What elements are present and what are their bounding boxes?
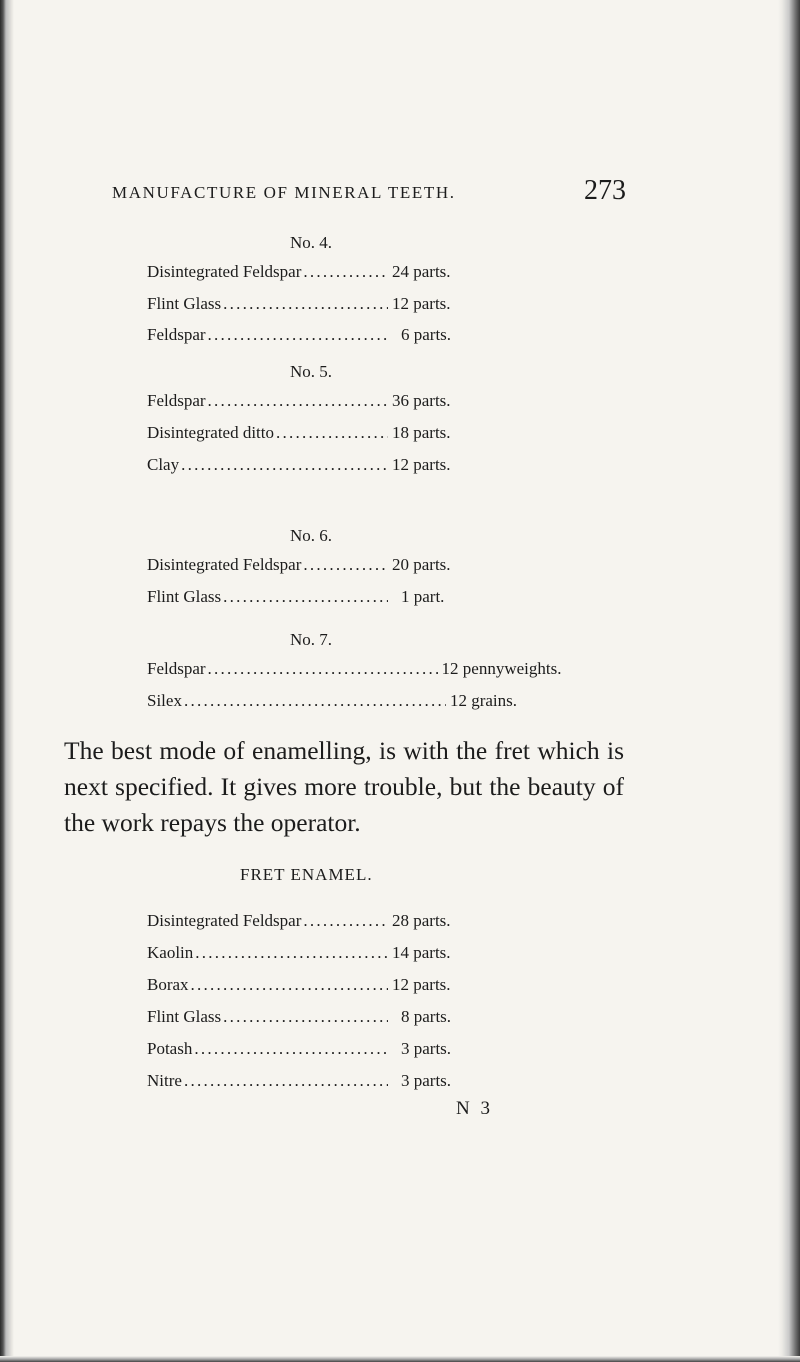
section-heading-fret-enamel: FRET ENAMEL. xyxy=(240,865,373,884)
dot-leader xyxy=(208,659,438,679)
scan-left-edge xyxy=(0,0,14,1362)
scan-right-edge xyxy=(778,0,800,1362)
ingredient-name: Flint Glass xyxy=(147,587,222,606)
dot-leader xyxy=(208,325,388,345)
ingredient-row xyxy=(147,691,707,715)
ingredient-row xyxy=(147,1071,512,1095)
ingredient-amount: 18 parts. xyxy=(392,423,451,442)
ingredient-row xyxy=(147,555,512,579)
scan-bottom-edge xyxy=(0,1356,800,1362)
ingredient-name: Disintegrated Feldspar xyxy=(147,262,302,281)
ingredient-name: Potash xyxy=(147,1039,193,1058)
dot-leader xyxy=(303,555,388,575)
ingredient-row xyxy=(147,975,512,999)
ingredient-amount: 12 parts. xyxy=(392,294,451,313)
ingredient-row xyxy=(147,911,512,935)
body-paragraph: The best mode of enamelling, is with the fret which is next specified. It gives more trouble, but the beauty of the work repays the operator. xyxy=(64,736,624,837)
running-head xyxy=(112,175,626,215)
ingredient-name: Feldspar xyxy=(147,391,206,410)
ingredient-row xyxy=(147,262,512,286)
ingredient-row xyxy=(147,423,512,447)
ingredient-amount: 12 parts. xyxy=(392,455,451,474)
ingredient-name: Feldspar xyxy=(147,659,206,678)
ingredient-amount: 36 parts. xyxy=(392,391,451,410)
ingredient-name: Silex xyxy=(147,691,182,710)
ingredient-amount: 12 grains. xyxy=(449,691,517,710)
ingredient-row xyxy=(147,325,512,349)
page-number: 273 xyxy=(584,175,626,206)
ingredient-name: Kaolin xyxy=(147,943,194,962)
ingredient-amount: 12 pennyweights. xyxy=(441,659,562,678)
dot-leader xyxy=(208,391,388,411)
dot-leader xyxy=(223,294,388,314)
recipe-heading-no-5: No. 5. xyxy=(290,362,333,381)
ingredient-amount: 6 parts. xyxy=(401,325,452,344)
ingredient-name: Borax xyxy=(147,975,189,994)
ingredient-amount: 28 parts. xyxy=(392,911,451,930)
dot-leader xyxy=(223,1007,388,1027)
dot-leader xyxy=(184,691,446,711)
dot-leader xyxy=(195,943,388,963)
recipe-heading-no-7: No. 7. xyxy=(290,630,333,649)
ingredient-row xyxy=(147,659,707,683)
dot-leader xyxy=(303,911,388,931)
ingredient-name: Flint Glass xyxy=(147,1007,222,1026)
dot-leader xyxy=(276,423,388,443)
ingredient-row xyxy=(147,1039,512,1063)
running-title: MANUFACTURE OF MINERAL TEETH. xyxy=(112,183,456,202)
ingredient-row xyxy=(147,587,512,611)
ingredient-name: Flint Glass xyxy=(147,294,222,313)
ingredient-name: Disintegrated ditto xyxy=(147,423,275,442)
ingredient-name: Clay xyxy=(147,455,180,474)
ingredient-row xyxy=(147,294,512,318)
recipe-heading-no-4: No. 4. xyxy=(290,233,333,252)
ingredient-amount: 14 parts. xyxy=(392,943,451,962)
signature-mark: N 3 xyxy=(456,1098,493,1119)
dot-leader xyxy=(181,455,388,475)
ingredient-name: Disintegrated Feldspar xyxy=(147,555,302,574)
ingredient-amount: 20 parts. xyxy=(392,555,451,574)
dot-leader xyxy=(223,587,388,607)
dot-leader xyxy=(191,975,388,995)
ingredient-name: Nitre xyxy=(147,1071,182,1090)
dot-leader xyxy=(194,1039,388,1059)
ingredient-row xyxy=(147,455,512,479)
dot-leader xyxy=(184,1071,388,1091)
ingredient-name: Feldspar xyxy=(147,325,206,344)
ingredient-amount: 24 parts. xyxy=(392,262,451,281)
ingredient-row xyxy=(147,943,512,967)
ingredient-amount: 12 parts. xyxy=(392,975,451,994)
ingredient-row xyxy=(147,1007,512,1031)
dot-leader xyxy=(303,262,388,282)
ingredient-amount: 8 parts. xyxy=(401,1007,452,1026)
ingredient-amount: 3 parts. xyxy=(401,1071,452,1090)
recipe-heading-no-6: No. 6. xyxy=(290,526,333,545)
ingredient-name: Disintegrated Feldspar xyxy=(147,911,302,930)
ingredient-amount: 3 parts. xyxy=(401,1039,452,1058)
ingredient-row xyxy=(147,391,512,415)
ingredient-amount: 1 part. xyxy=(401,587,445,606)
